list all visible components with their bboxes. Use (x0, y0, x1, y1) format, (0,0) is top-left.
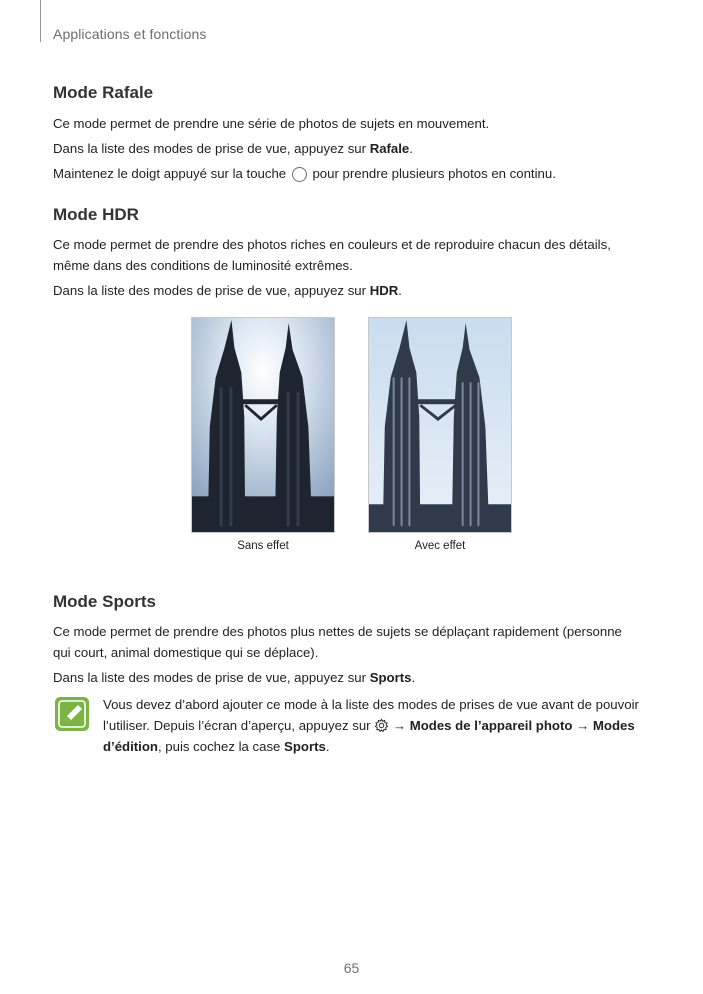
rafale-paragraph-3: Maintenez le doigt appuyé sur la touche pour prendre plusieurs photos en continu. (53, 166, 556, 181)
note-text: Vous devez d’abord ajouter ce mode à la liste des modes de prises de vue avant de pouvoir l’utiliser. Depuis l’écran d’aperçu, appuyez sur → Modes de l’appareil photo → Modes d’édition, puis cochez la case Sports. (103, 697, 639, 754)
header-title: Applications et fonctions (53, 26, 207, 42)
hdr-mode-name: HDR (369, 283, 399, 298)
section-title-hdr: Mode HDR (53, 205, 139, 224)
section-title-rafale: Mode Rafale (53, 83, 154, 102)
caption-without-hdr: Sans effet (237, 540, 289, 552)
shutter-button-icon (292, 167, 307, 182)
sports-paragraph-2: Dans la liste des modes de prise de vue, appuyez sur Sports. (53, 670, 416, 685)
sports-paragraph-1: Ce mode permet de prendre des photos plus nettes de sujets se déplaçant rapidement (personne qui court, animal domestique qui se déplace). (53, 624, 622, 660)
photo-without-hdr (191, 317, 335, 533)
rafale-mode-name: Rafale (369, 141, 410, 156)
sports-mode-name: Sports (369, 670, 412, 685)
note-pencil-icon (55, 697, 89, 731)
page-number: 65 (343, 960, 360, 976)
rafale-paragraph-2: Dans la liste des modes de prise de vue, appuyez sur Rafale. (53, 141, 413, 156)
settings-gear-icon (374, 718, 389, 733)
hdr-paragraph-1: Ce mode permet de prendre des photos riches en couleurs et de reproduire chacun des détails, même dans des conditions de luminosité extrêmes. (53, 237, 611, 273)
photo-with-hdr (368, 317, 512, 533)
rafale-paragraph-1: Ce mode permet de prendre une série de photos de sujets en mouvement. (53, 116, 490, 131)
hdr-paragraph-2: Dans la liste des modes de prise de vue, appuyez sur HDR. (53, 283, 402, 298)
header-rule (40, 0, 41, 42)
caption-with-hdr: Avec effet (414, 540, 466, 552)
section-title-sports: Mode Sports (53, 592, 156, 611)
